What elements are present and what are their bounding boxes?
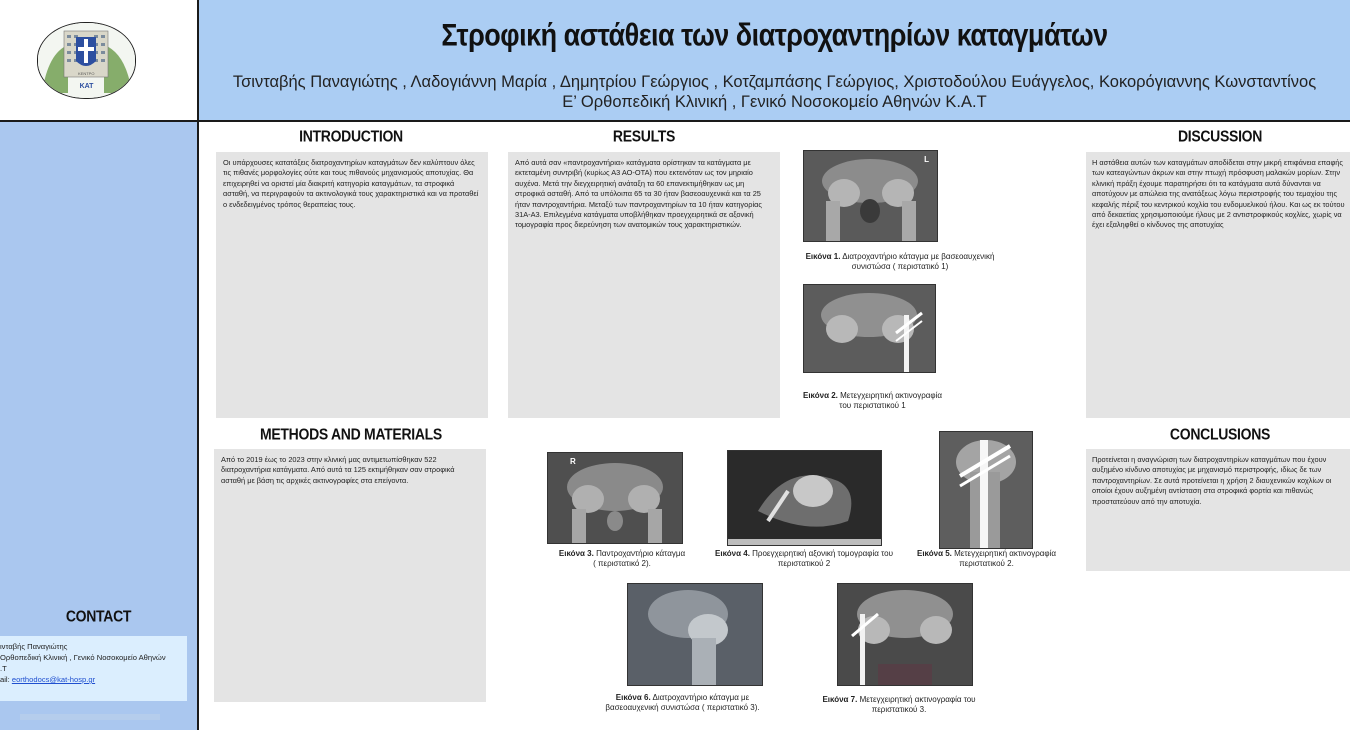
conclusions-heading: CONCLUSIONS: [1169, 425, 1271, 443]
results-text: Από αυτά σαν «παντροχαντήρια» κατάγματα ορίστηκαν τα κατάγματα με εκτεταμένη συντριβή (κυρίως Α3 ΑΟ-ΟΤΑ) που εκτεινόταν ως τον μηριαίο αυχένα. Μετά την διεγχειρητική ανάταξη τα 60 επανεκτιμήθηκαν ως μη στροφικά ασταθή. Από τα υπόλοιπα 65 τα 30 ήταν βασεοαυχενικά και τα 25 ήταν παντροχαντήρια. Μεταξύ των παντροχαντηρίων τα 10 ήταν κατηγορίας 31Α-Α3. Επιλεγμένα κατάγματα υποβλήθηκαν προεγχειρητικά σε αξονική τομογραφία προς διερεύνηση των ανατομικών τους χαρακτηριστικών.: [515, 158, 762, 230]
figure-1-xray: [803, 150, 938, 242]
horizontal-divider: [0, 120, 1350, 122]
figure-1-caption-line2: συνιστώσα ( περιστατικό 1): [851, 262, 949, 271]
figure-2-xray: [803, 284, 936, 373]
affiliation-line: Ε’ Ορθοπεδική Κλινική , Γενικό Νοσοκομείο Αθηνών Κ.Α.Τ: [562, 93, 987, 111]
poster-title: Στροφική αστάθεια των διατροχαντηρίων καταγμάτων: [441, 17, 1108, 53]
introduction-heading: INTRODUCTION: [299, 127, 403, 145]
figure-3-caption: [552, 549, 692, 569]
figure-6-caption-line2: βασεοαυχενική συνιστώσα ( περιστατικό 3).: [605, 703, 760, 712]
figure-4-label: Εικόνα 4.: [715, 549, 750, 558]
figure-2-caption-line1: Μετεγχειρητική ακτινογραφία: [840, 391, 943, 400]
figure-3-xray: [547, 452, 683, 544]
conclusions-panel: [1086, 449, 1350, 571]
figure-2-caption: [790, 391, 955, 411]
conclusions-text: Προτείνεται η αναγνώριση των διατροχαντηρίων καταγμάτων που έχουν αυξημένο κίνδυνο αποτυχίας με μηχανισμό περιστροφής, ιδίως δε των παντροχαντηρίων. Σε αυτά προτείνεται η χρήση 2 διαυχενικών κοχλίων οι οποίοι έχουν αυξημένη αντίσταση στα στροφικά φορτία και πιθανώς προστατεύουν από την αποτυχία.: [1092, 455, 1332, 506]
figure-1-caption-line1: Διατροχαντήριο κάταγμα με βασεοαυχενική: [842, 252, 995, 261]
faint-footer-mark: [20, 714, 160, 720]
figure-7-label: Εικόνα 7.: [822, 695, 858, 704]
figure-6-caption-line1: Διατροχαντήριο κάταγμα με: [652, 693, 750, 702]
figure-4-caption-line2: περιστατικού 2: [777, 559, 831, 568]
results-panel: [508, 152, 780, 418]
figure-4-caption: [708, 549, 900, 569]
figure-6-xray: [627, 583, 763, 686]
contact-name: ινταβής Παναγιώτης: [0, 642, 68, 651]
figure-5-caption: [909, 549, 1064, 569]
figure-5-xray: [939, 431, 1033, 549]
figure-5-caption-line2: περιστατικού 2.: [959, 559, 1014, 568]
figure-1-marker: L: [924, 155, 929, 164]
figure-7-caption-line1: Μετεγχειρητική ακτινογραφία του: [859, 695, 976, 704]
figure-3-caption-line2: ( περιστατικό 2).: [593, 559, 651, 568]
figure-3-marker: R: [570, 457, 576, 466]
hospital-logo: [37, 22, 136, 99]
contact-clinic-cont: .Τ: [0, 664, 7, 673]
figure-6-label: Εικόνα 6.: [615, 693, 651, 702]
figure-2-caption-line2: του περιστατικού 1: [839, 401, 906, 410]
figure-5-caption-line1: Μετεγχειρητική ακτινογραφία: [954, 549, 1057, 558]
introduction-text: Οι υπάρχουσες κατατάξεις διατροχαντηρίων καταγμάτων δεν καλύπτουν όλες τις πιθανές μορφολογίες ούτε και τους πιθανούς μηχανισμούς αποτυχίας. Θα επιχειρηθεί να οριστεί μία διακριτή κατηγορία καταγμάτων, τα στροφικά ασταθή, να περιγραφούν τα ακτινολογικά τους χαρακτηριστικά και να προταθεί ο ενδεδειγμένος τρόπος θεραπείας τους.: [223, 158, 479, 209]
figure-1-label: Εικόνα 1.: [805, 252, 841, 261]
figure-4-ct: [727, 450, 882, 546]
figure-7-caption: [814, 695, 984, 715]
logo-text: KAT: [79, 83, 94, 90]
authors-line: Τσινταβής Παναγιώτης , Λαδογιάννη Μαρία , Δημητρίου Γεώργιος , Κοτζαμπάσης Γεώργιος, Χριστοδούλου Ευάγγελος, Κοκορόγιαννης Κωνσταντίνος: [232, 73, 1317, 91]
results-heading: RESULTS: [612, 127, 676, 145]
contact-email-label: ail:: [0, 675, 10, 684]
contact-email-link[interactable]: eorthodocs@kat-hosp.gr: [11, 675, 96, 684]
discussion-heading: DISCUSSION: [1177, 127, 1263, 145]
contact-box: [0, 636, 187, 701]
methods-heading: METHODS AND MATERIALS: [260, 425, 442, 443]
figure-6-caption: [600, 693, 765, 713]
discussion-panel: [1086, 152, 1350, 418]
discussion-text: Η αστάθεια αυτών των καταγμάτων αποδίδεται στην μικρή επιφάνεια επαφής των κατεαγώντων άκρων και στην πτωχή πρόσφυση μαλακών μορίων. Στην κλινική πράξη έχουμε παρατηρήσει ότι τα κατάγματα αυτά δύνανται να αποτύχουν με απώλεια της ανατάξεως λόγω περιστροφής του τεμαχίου της κεφαλής πέριξ του κεντρικού κοχλία του ενδομυελικού ήλου. Και ως εκ τούτου από δεκαετίας χρησιμοποιούμε ήλους με 2 αντιστροφικούς κοχλίες, χωρίς να έχει εξαληφθεί ο κίνδυνος της αποτυχίας: [1092, 158, 1345, 230]
figure-4-caption-line1: Προεγχειρητική αξονική τομογραφία του: [752, 549, 893, 558]
methods-panel: [214, 449, 486, 702]
methods-text: Από το 2019 έως το 2023 στην κλινική μας αντιμετωπίσθηκαν 522 διατροχαντήρια κατάγματα. Από αυτά τα 125 εκτιμήθηκαν σαν στροφικά ασταθή με βάση τις αρχικές ακτινογραφίες στα επείγοντα.: [221, 455, 455, 485]
figure-3-caption-line1: Παντροχαντήριο κάταγμα: [596, 549, 686, 558]
figure-5-label: Εικόνα 5.: [916, 549, 952, 558]
figure-7-xray: [837, 583, 973, 686]
figure-2-label: Εικόνα 2.: [802, 391, 838, 400]
svg-text:ΚΕΝΤΡΟ: ΚΕΝΤΡΟ: [78, 71, 95, 76]
introduction-panel: [216, 152, 488, 418]
figure-7-caption-line2: περιστατικού 3.: [871, 705, 927, 714]
figure-1-caption: [790, 252, 1010, 272]
contact-heading: CONTACT: [65, 607, 132, 625]
figure-3-label: Εικόνα 3.: [558, 549, 594, 558]
contact-clinic: Ορθοπεδική Κλινική , Γενικό Νοσοκομείο Αθηνών: [0, 653, 166, 662]
